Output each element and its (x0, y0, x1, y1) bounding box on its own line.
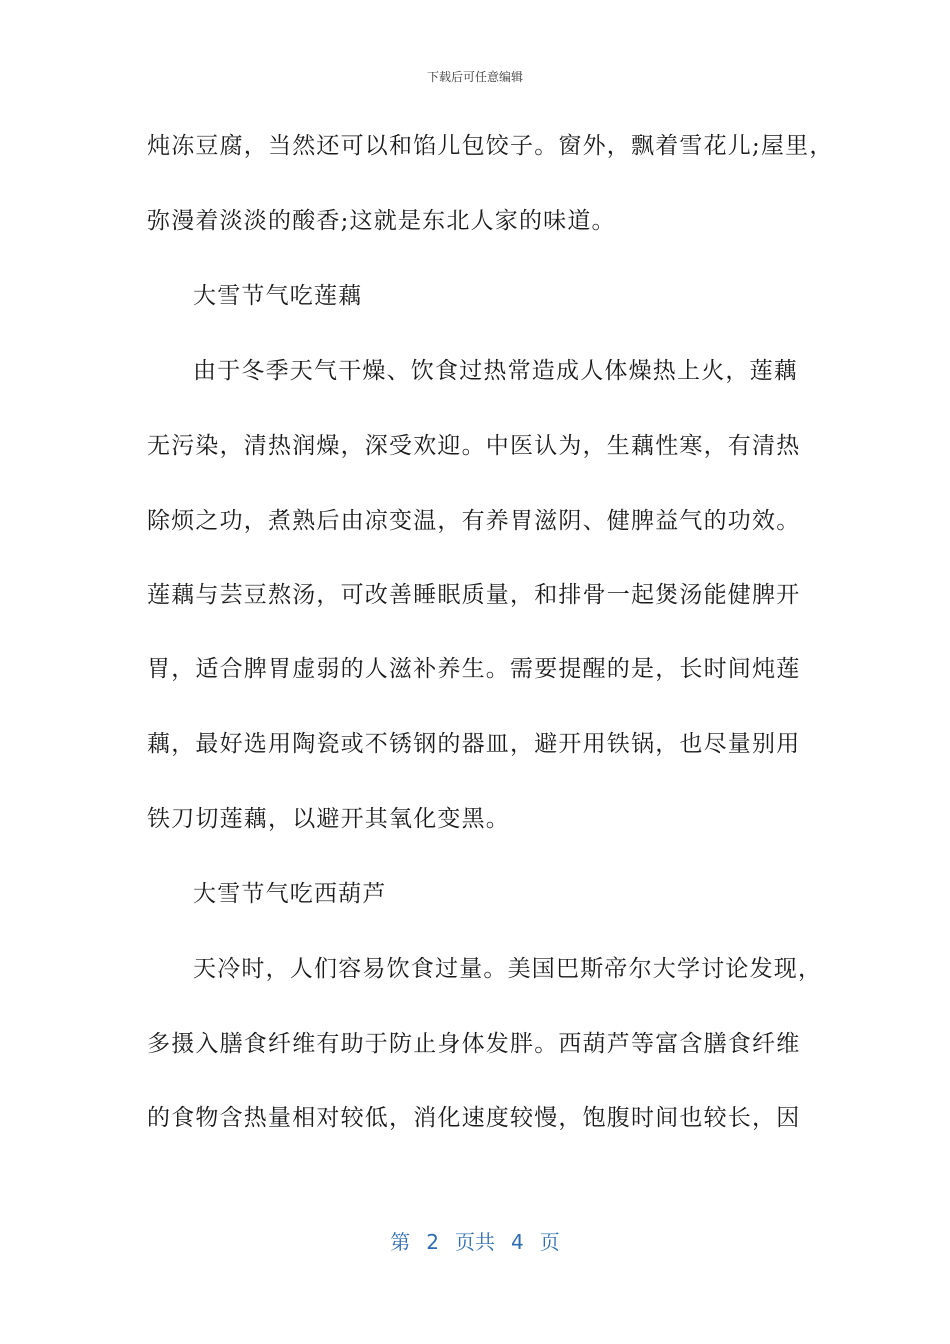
section-heading-lotus-root: 大雪节气吃莲藕 (193, 283, 363, 309)
page-number (0, 1226, 950, 1255)
header-note: 下载后可任意编辑 (426, 70, 523, 84)
paragraph-line: 的食物含热量相对较低，消化速度较慢，饱腹时间也较长，因 (147, 1105, 801, 1131)
paragraph-line: 莲藕与芸豆熬汤，可改善睡眠质量，和排骨一起煲汤能健脾开 (147, 582, 801, 608)
page-label: 第 (390, 1230, 411, 1254)
paragraph-line: 天冷时，人们容易饮食过量。美国巴斯帝尔大学讨论发现， (193, 956, 823, 982)
total-pages: 4 (511, 1230, 524, 1254)
paragraph-line: 藕，最好选用陶瓷或不锈钢的器皿，避开用铁锅，也尽量别用 (147, 731, 801, 757)
section-heading-zucchini: 大雪节气吃西葫芦 (193, 881, 387, 907)
paragraph-line: 多摄入膳食纤维有助于防止身体发胖。西葫芦等富含膳食纤维 (147, 1031, 801, 1057)
paragraph-line: 炖冻豆腐，当然还可以和馅儿包饺子。窗外，飘着雪花儿;屋里， (147, 133, 834, 159)
page-end-label: 页 (539, 1230, 560, 1254)
page-of-label: 页共 (455, 1230, 495, 1254)
paragraph-line: 胃，适合脾胃虚弱的人滋补养生。需要提醒的是，长时间炖莲 (147, 656, 801, 682)
paragraph-line: 铁刀切莲藕，以避开其氧化变黑。 (147, 806, 510, 832)
current-page: 2 (426, 1230, 439, 1254)
paragraph-line: 弥漫着淡淡的酸香;这就是东北人家的味道。 (147, 208, 616, 234)
paragraph-line: 除烦之功，煮熟后由凉变温，有养胃滋阴、健脾益气的功效。 (147, 508, 801, 534)
paragraph-line: 由于冬季天气干燥、饮食过热常造成人体燥热上火，莲藕 (193, 358, 798, 384)
paragraph-line: 无污染，清热润燥，深受欢迎。中医认为，生藕性寒，有清热 (147, 433, 801, 459)
